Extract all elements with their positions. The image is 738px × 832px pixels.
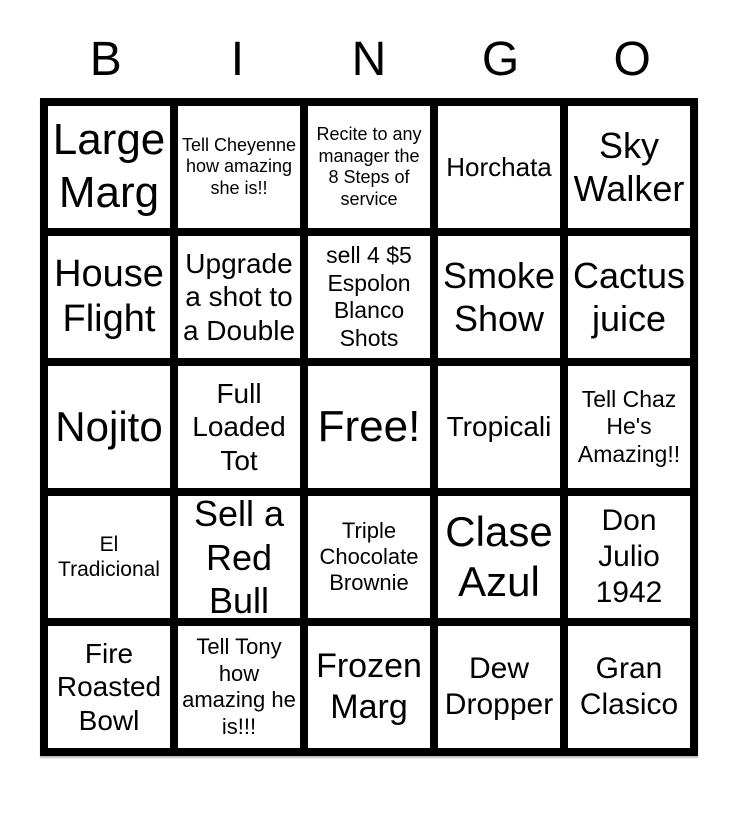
bingo-title — [40, 32, 698, 87]
bingo-cell[interactable]: Horchata — [438, 106, 560, 228]
bingo-cell[interactable]: House Flight — [48, 236, 170, 358]
bingo-cell[interactable]: Tell Tony how amazing he is!!! — [178, 626, 300, 748]
bingo-cell[interactable]: sell 4 $5 Espolon Blanco Shots — [308, 236, 430, 358]
title-letter-o: O — [613, 33, 651, 86]
bingo-cell[interactable]: Upgrade a shot to a Double — [178, 236, 300, 358]
title-letter-b: B — [89, 33, 122, 86]
bingo-card-page — [0, 32, 738, 832]
bingo-cell-free[interactable]: Free! — [308, 366, 430, 488]
bingo-cell[interactable]: Full Loaded Tot — [178, 366, 300, 488]
bingo-cell[interactable]: Sell a Red Bull — [178, 496, 300, 618]
bingo-cell[interactable]: Tropicali — [438, 366, 560, 488]
bingo-cell[interactable]: Dew Dropper — [438, 626, 560, 748]
bingo-grid — [40, 98, 698, 756]
bingo-cell[interactable]: Large Marg — [48, 106, 170, 228]
title-letter-i: I — [230, 33, 245, 86]
bingo-cell[interactable]: Triple Chocolate Brownie — [308, 496, 430, 618]
bingo-cell[interactable]: El Tradicional — [48, 496, 170, 618]
bingo-cell[interactable]: Tell Cheyenne how amazing she is!! — [178, 106, 300, 228]
bingo-cell[interactable]: Fire Roasted Bowl — [48, 626, 170, 748]
bingo-cell[interactable]: Recite to any manager the 8 Steps of service — [308, 106, 430, 228]
bingo-cell[interactable]: Tell Chaz He's Amazing!! — [568, 366, 690, 488]
bingo-cell[interactable]: Sky Walker — [568, 106, 690, 228]
bingo-cell[interactable]: Cactus juice — [568, 236, 690, 358]
bingo-cell[interactable]: Don Julio 1942 — [568, 496, 690, 618]
bingo-cell[interactable]: Gran Clasico — [568, 626, 690, 748]
bingo-cell[interactable]: Nojito — [48, 366, 170, 488]
bingo-cell[interactable]: Frozen Marg — [308, 626, 430, 748]
title-letter-g: G — [481, 33, 520, 86]
title-letter-n: N — [351, 33, 387, 86]
bingo-cell[interactable]: Smoke Show — [438, 236, 560, 358]
bingo-cell[interactable]: Clase Azul — [438, 496, 560, 618]
